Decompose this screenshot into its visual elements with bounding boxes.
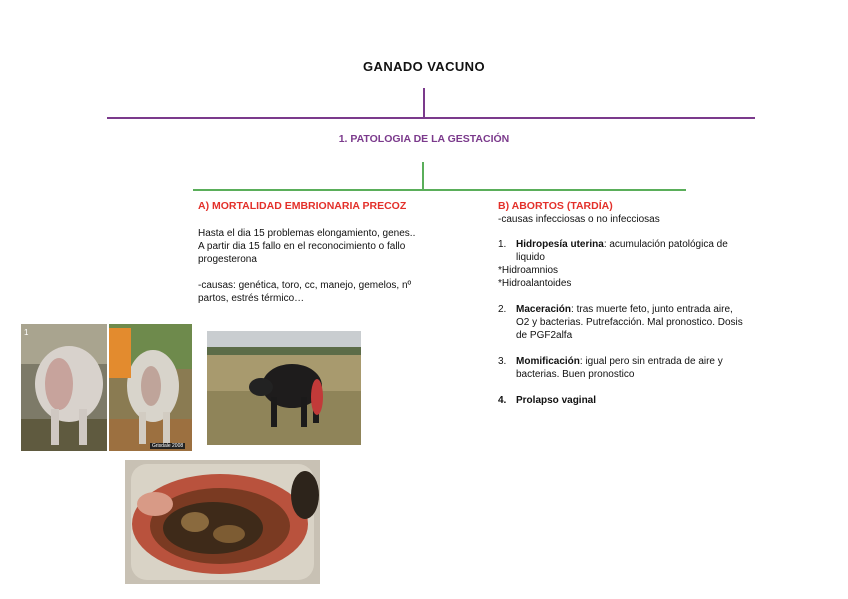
- right-heading: B) ABORTOS (TARDÍA): [498, 200, 613, 212]
- list-item-prolapso: [498, 394, 748, 407]
- list-item-momificacion: [498, 355, 748, 381]
- divider-purple: [107, 117, 755, 119]
- item-text: : acumulación patológica de liquido: [516, 239, 728, 263]
- item-term: Prolapso vaginal: [516, 395, 597, 406]
- list-item-hidropesia: [498, 238, 748, 264]
- item-term: Hidropesía uterina: [516, 239, 604, 250]
- connector-vertical-top: [423, 88, 425, 118]
- photo-black-cow: [207, 331, 361, 445]
- left-heading: A) MORTALIDAD EMBRIONARIA PRECOZ: [198, 200, 407, 212]
- item-term: Momificación: [516, 356, 580, 367]
- section-title: 1. PATOLOGIA DE LA GESTACIÓN: [338, 133, 510, 145]
- sub-item-hidroamnios: *Hidroamnios: [498, 265, 559, 276]
- photo-black-cow-image: [207, 331, 361, 445]
- left-para2-line1: -causas: genética, toro, cc, manejo, gemelos, nº: [198, 280, 412, 291]
- list-item-maceracion: [498, 303, 748, 342]
- right-subheading: -causas infecciosas o no infecciosas: [498, 214, 660, 225]
- left-para1-line3: progesterona: [198, 254, 257, 265]
- photo-cows-rear-image: [21, 324, 192, 451]
- left-column: [198, 200, 458, 305]
- list-number: 2.: [498, 304, 507, 315]
- photo-badge: Grisdale 2008: [152, 443, 184, 449]
- list-number: 4.: [498, 395, 507, 406]
- list-number: 1.: [498, 239, 507, 250]
- right-column: [498, 200, 748, 407]
- connector-vertical-mid: [422, 162, 424, 190]
- left-para2-line2: partos, estrés térmico…: [198, 293, 305, 304]
- item-text: : igual pero sin entrada de aire y bacterias. Buen pronostico: [516, 356, 723, 380]
- photo-cows-rear: [21, 324, 192, 451]
- item-term: Maceración: [516, 304, 572, 315]
- left-para1-line1: Hasta el dia 15 problemas elongamiento, genes..: [198, 228, 416, 239]
- sub-item-hidroalantoides: *Hidroalantoides: [498, 278, 572, 289]
- list-number: 3.: [498, 356, 507, 367]
- divider-green: [193, 189, 686, 191]
- photo-index-1: 1: [24, 328, 29, 337]
- photo-specimen-image: [125, 460, 320, 584]
- left-para1-line2: A partir dia 15 fallo en el reconocimiento o fallo: [198, 241, 406, 252]
- item-text: : tras muerte feto, junto entrada aire, O2 y bacterias. Putrefacción. Mal pronostico. Dosis de PGF2alfa: [516, 304, 743, 341]
- page-title: GANADO VACUNO: [363, 59, 485, 74]
- photo-specimen: [125, 460, 320, 584]
